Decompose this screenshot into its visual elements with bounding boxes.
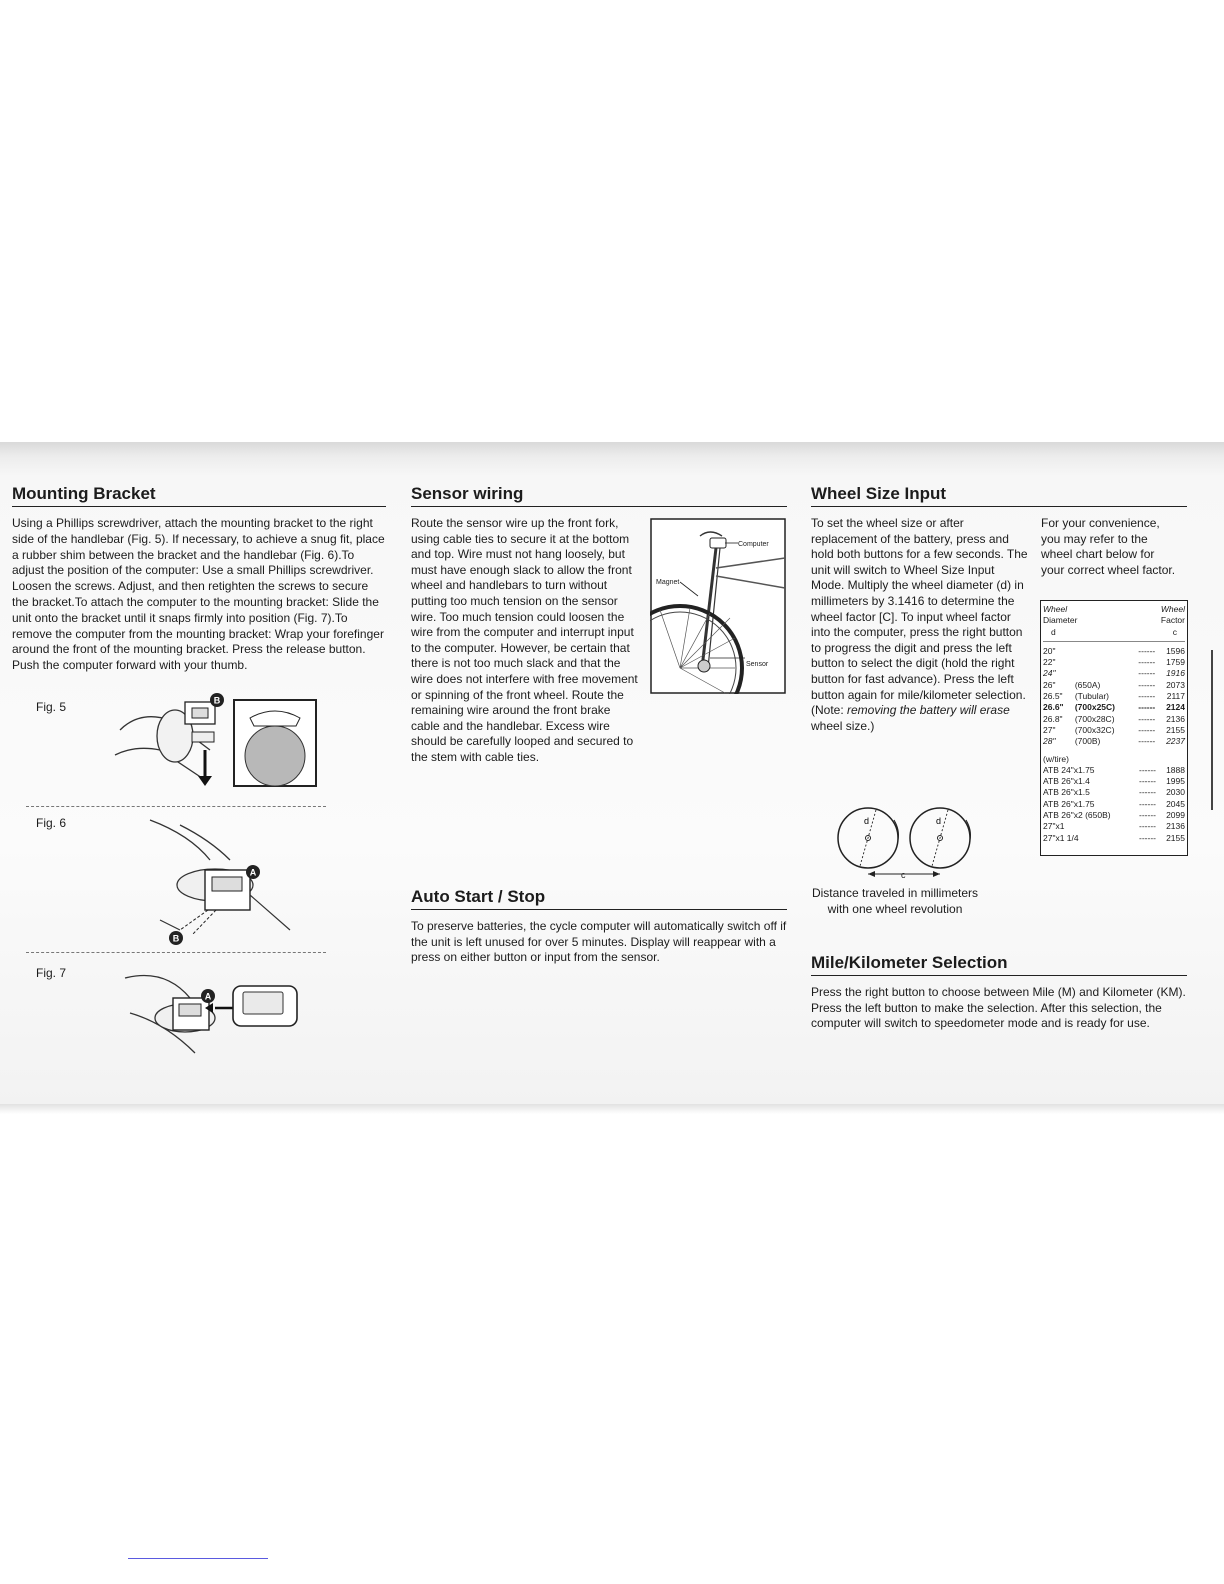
wheel-chart-cell [1073,668,1130,679]
wheel-chart-cell: ------ [1138,713,1156,724]
page-edge [1211,650,1213,810]
wheel-chart-cell: ------ [1138,668,1156,679]
wheel-chart-row [1041,765,1187,776]
fig6-label: Fig. 6 [36,816,67,830]
wheel-chart-row [1041,714,1187,725]
wheel-chart-row [1041,776,1187,787]
wheel-chart-cell: 20" [1043,645,1056,656]
wheel-chart-cell: ------ [1139,798,1156,809]
wheel-chart-cell: ATB 26"x2 (650B) [1043,810,1111,821]
fig7-label: Fig. 7 [36,966,67,980]
wheel-chart-cell: 26.6" [1043,702,1064,713]
wheel-chart-cell: ------ [1138,657,1156,668]
wheel-chart-row [1041,810,1187,821]
th-c: c [1172,626,1177,637]
page-shadow [0,1104,1224,1114]
fig7-illustration [115,958,315,1066]
mile-text: Press the right button to choose between Mile (M) and Kilometer (KM). Press the left button to make the selection. After this selection, the computer will switch to speedometer mode and is ready for use. [811,985,1186,1031]
wheel-chart-cell: 1995 [1166,776,1185,787]
wheel-chart-cell: (Tubular) [1074,691,1110,702]
th-d: d [1051,626,1056,637]
wheel-chart-row [1041,646,1187,657]
wheel-chart-cell [1073,657,1130,668]
wheel-chart-cell: 2045 [1166,798,1185,809]
wheel-chart-cell: ------ [1139,821,1156,832]
wheel-chart-cell: ------ [1139,787,1156,798]
wheel-chart-cell: ------ [1138,724,1156,735]
fig5-label: Fig. 5 [36,700,67,714]
wheel-side-text: For your convenience, you may refer to the wheel chart below for your correct wheel factor. [1041,516,1176,577]
th-factor: Factor [1160,615,1185,626]
wheel-chart-cell: (700x28C) [1074,713,1115,724]
wheel-chart-cell: ------ [1138,736,1156,747]
divider-dash [26,806,326,807]
wheel-chart-cell: ------ [1138,702,1156,713]
wheel-chart-cell [1073,646,1130,657]
wheel-chart-cell: ------ [1139,832,1156,843]
wheel-chart-cell: (700x25C) [1074,702,1116,713]
wheel-chart-cell: 2117 [1166,691,1185,702]
wheel-chart-row [1041,799,1187,810]
wheel-chart-cell: 26.8" [1043,713,1063,724]
wheel-chart-row [1041,787,1187,798]
wheel-chart-cell: ------ [1139,776,1156,787]
divider-dash [26,952,326,953]
auto-section [411,887,787,966]
mounting-title: Mounting Bracket [12,484,386,507]
wheel-rows-atb [1041,765,1187,844]
wheel-caption-line1: Distance traveled in millimeters [811,886,979,900]
wheel-chart-row [1041,725,1187,736]
wheel-chart-cell: 2155 [1166,832,1185,843]
wheel-chart-cell: ------ [1138,645,1156,656]
wheel-chart-cell: 2237 [1166,736,1185,747]
th-wheel-2: Wheel [1160,604,1185,614]
mounting-text: Using a Phillips screwdriver, attach the mounting bracket to the right side of the handlebar (Fig. 5). If necessary, to achieve a snug fit, place a rubber shim between the bracket and the handlebar (Fig. 6).To adjust the position of the computer: Use a small Phillips screwdriver. Loosen the screws. Adjust, and then retighten the screws to secure the bracket.To attach the computer to the mounting bracket: Slide the unit onto the bracket until it snaps firmly into position (Fig. 7).To remove the computer from the mounting bracket: Wrap your forefinger around the front of the mounting bracket. Press the release button. Push the computer forward with your thumb. [12,516,385,673]
wheel-chart-cell: 2136 [1166,821,1185,832]
sensor-bike-illustration [650,518,786,694]
wheel-chart-row [1041,736,1187,747]
label-magnet: Magnet [656,579,680,586]
wheel-chart-cell: ATB 26"x1.5 [1043,787,1090,798]
wheel-chart-cell: 2099 [1166,810,1185,821]
svg-text:A: A [249,867,257,878]
wheel-caption [800,886,990,917]
wheel-chart-cell: ATB 24"x1.75 [1043,764,1095,775]
wheel-rows [1041,646,1187,748]
wheel-chart-cell: 2124 [1166,702,1185,713]
wheel-caption-line2: with one wheel revolution [827,901,963,916]
wheel-chart-row [1041,668,1187,679]
mounting-section [12,484,386,674]
wheel-chart-cell: 24" [1043,668,1056,679]
label-sensor: Sensor [746,661,769,668]
fig6-illustration [120,815,310,945]
wheel-chart-cell: 22" [1043,657,1056,668]
wheel-chart-row [1041,657,1187,668]
wheel-chart-cell: 2136 [1166,713,1185,724]
chart-divider [1043,641,1185,642]
label-computer: Computer [738,541,769,548]
wheel-chart-cell: 2155 [1166,724,1185,735]
diagram-c: c [901,870,906,880]
svg-text:B: B [172,933,180,944]
sensor-title: Sensor wiring [411,484,787,507]
wheel-chart-cell: 26" [1043,679,1056,690]
diagram-d-2: d [936,816,942,826]
fig5-illustration [100,690,330,800]
wheel-chart-cell: 27"x1 [1043,821,1065,832]
wheel-chart-cell: 2030 [1166,787,1185,798]
wheel-chart [1040,600,1188,856]
bottom-rule [128,1558,268,1559]
wheel-chart-row [1041,702,1187,713]
wheel-chart-cell: 2073 [1166,679,1185,690]
wheel-chart-header [1041,604,1187,638]
wheel-chart-cell: 28" [1043,736,1056,747]
wheel-chart-cell: ------ [1138,691,1156,702]
mile-title: Mile/Kilometer Selection [811,953,1187,976]
wheel-wtire [1041,754,1071,765]
wtire-label: (w/tire) [1043,753,1069,764]
wheel-chart-cell: ------ [1139,810,1156,821]
wheel-chart-cell: (700x32C) [1074,724,1115,735]
wheel-chart-cell: 1759 [1166,657,1185,668]
svg-text:A: A [204,991,212,1002]
wheel-chart-row [1041,821,1187,832]
wheel-chart-row [1041,691,1187,702]
wheel-chart-cell: ------ [1138,679,1156,690]
wheel-text [811,516,1031,734]
th-wheel: Wheel [1043,604,1068,614]
wheel-title: Wheel Size Input [811,484,1187,507]
wheel-chart-cell: 1888 [1166,764,1185,775]
diagram-d-1: d [864,816,870,826]
wheel-text-part: wheel size.) [811,718,875,733]
wheel-chart-cell: (700B) [1074,736,1101,747]
wheel-chart-cell: 1596 [1166,645,1185,656]
wheel-chart-row [1041,833,1187,844]
wheel-text-part: To set the wheel size or after replacement of the battery, press and hold both buttons for a few seconds. The unit will switch to Wheel Size Input Mode. Multiply the wheel diameter (d) in millimeters by 3.1416 to determine the wheel factor [C]. To input wheel factor into the computer, press the right button to progress the digit and press the left button to select the digit (hold the right button for fast advance). Press the left button again for mile/kilometer selection. (Note: [811,516,1028,718]
th-diameter: Diameter [1043,615,1078,626]
wheel-chart-cell: 26.5" [1043,691,1063,702]
sensor-text: Route the sensor wire up the front fork, using cable ties to secure it at the bottom and top. Wire must not hang loosely, but must have enough slack to allow the front wheel and handlebars to turn without putting too much tension on the sensor wire. Too much tension could loosen the wire from the computer and interrupt input to the computer. However, be certain that there is not too much slack and that the wire does not interfere with free movement or spinning of the front wheel. Route the remaining wire around the front brake cable and the handlebar. Excess wire should be carefully looped and secured to the stem with cable ties. [411,516,638,764]
wheel-chart-row [1041,680,1187,691]
auto-title: Auto Start / Stop [411,887,787,910]
wheel-diagram [828,800,978,880]
wheel-chart-cell: (650A) [1074,679,1101,690]
svg-text:B: B [213,695,221,706]
auto-text: To preserve batteries, the cycle computer will automatically switch off if the unit is left unused for over 5 minutes. Display will reappear with a press on either button or input from the sensor. [411,919,787,965]
wheel-chart-cell: ATB 26"x1.4 [1043,776,1090,787]
wheel-text-note: removing the battery will erase [847,703,1010,718]
wheel-chart-cell: ATB 26"x1.75 [1043,798,1095,809]
wheel-chart-cell: 27"x1 1/4 [1043,832,1079,843]
wheel-chart-cell: 27" [1043,724,1056,735]
wheel-chart-cell: 1916 [1166,668,1185,679]
wheel-chart-cell: ------ [1139,764,1156,775]
mile-section [811,953,1187,1032]
